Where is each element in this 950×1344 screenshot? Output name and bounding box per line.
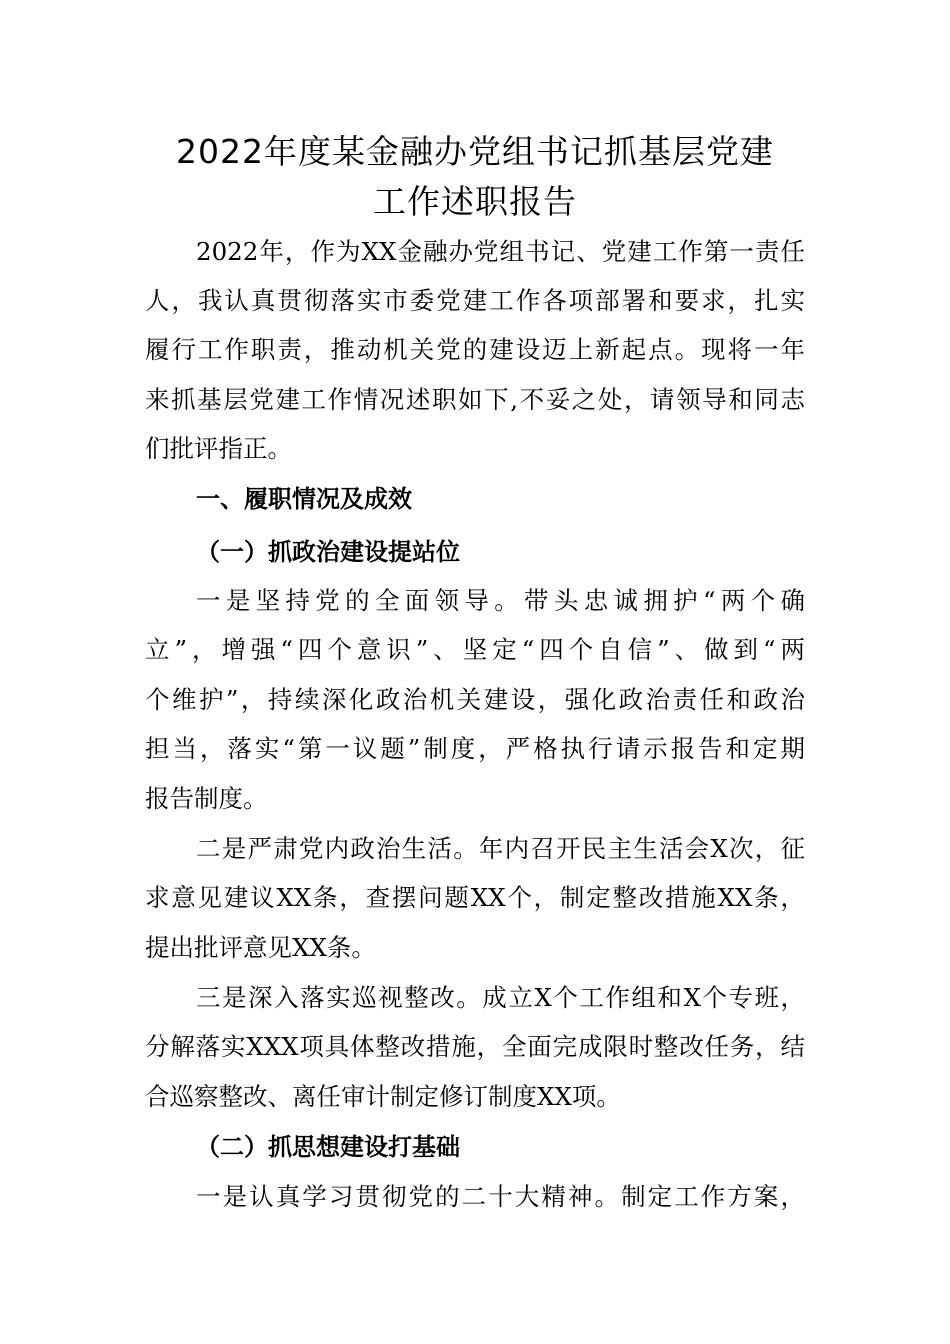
paragraph-line: 一是坚持党的全面领导。带头忠诚拥护“两个确 — [196, 586, 805, 615]
paragraph-line: 提出批评意见XX条。 — [145, 933, 376, 962]
document-title-line-1: 2022年度某金融办党组书记抓基层党建 — [176, 132, 774, 171]
paragraph-line: 三是深入落实巡视整改。成立X个工作组和X个专班， — [196, 983, 805, 1012]
paragraph-line: 二是严肃党内政治生活。年内召开民主生活会X次，征 — [196, 834, 805, 863]
intro-line-3: 履行工作职责，推动机关党的建设迈上新起点。现将一年 — [145, 335, 805, 364]
subsection-heading-2: （二）抓思想建设打基础 — [196, 1133, 460, 1161]
paragraph-line: 立”，增强“四个意识”、坚定“四个自信”、做到“两 — [145, 635, 805, 664]
subsection-heading-1: （一）抓政治建设提站位 — [196, 538, 460, 566]
paragraph-line: 担当，落实“第一议题”制度，严格执行请示报告和定期 — [145, 734, 805, 763]
section-heading-1: 一、履职情况及成效 — [196, 485, 412, 513]
intro-line-4: 来抓基层党建工作情况述职如下,不妥之处，请领导和同志 — [145, 385, 805, 414]
paragraph-line: 分解落实XXX项具体整改措施，全面完成限时整改任务，结 — [145, 1032, 805, 1061]
paragraph-line: 求意见建议XX条，查摆问题XX个，制定整改措施XX条， — [145, 883, 805, 912]
intro-line-5: 们批评指正。 — [145, 434, 292, 463]
paragraph-line: 报告制度。 — [145, 784, 268, 813]
document-title-line-2: 工作述职报告 — [373, 182, 577, 221]
intro-line-2: 人，我认真贯彻落实市委党建工作各项部署和要求，扎实 — [145, 286, 805, 315]
paragraph-line: 合巡察整改、离任审计制定修订制度XX项。 — [145, 1082, 621, 1111]
intro-line-1: 2022年，作为XX金融办党组书记、党建工作第一责任 — [196, 237, 805, 266]
paragraph-line: 个维护”，持续深化政治机关建设，强化政治责任和政治 — [145, 685, 805, 714]
paragraph-line: 一是认真学习贯彻党的二十大精神。制定工作方案， — [196, 1182, 805, 1211]
